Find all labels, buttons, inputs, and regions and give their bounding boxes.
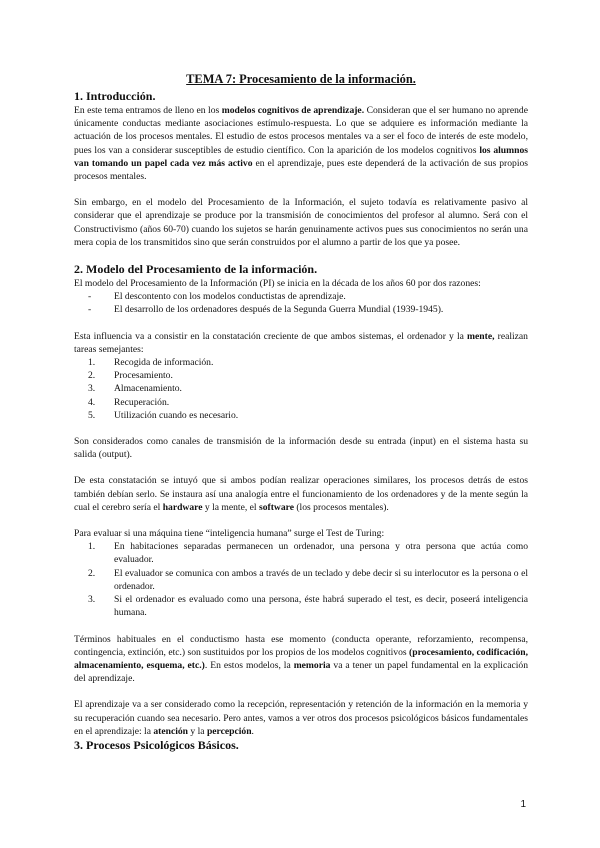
modelo-paragraph-4: De esta constatación se intuyó que si ambos podían realizar operaciones similares, los procesos detrás de estos también debían serlo. Se instaura así una analogía entre el funcionamiento de los ordenadores y de la mente según la cual el cerebro sería el hardware y la mente, el software (los procesos mentales). bbox=[74, 475, 528, 513]
list-item: 2. El evaluador se comunica con ambos a través de un teclado y debe decir si su interlocutor es la persona o el ordenador. bbox=[88, 567, 528, 592]
list-item: 3. Almacenamiento. bbox=[88, 383, 182, 395]
list-item: 1. En habitaciones separadas permanecen un ordenador, una persona y otra persona que actúa como evaluador. bbox=[88, 541, 528, 566]
modelo-paragraph-2: Esta influencia va a consistir en la constatación creciente de que ambos sistemas, el ordenador y la mente, realizan tareas semejantes: bbox=[74, 330, 528, 355]
list-item: 3. Si el ordenador es evaluado como una persona, éste habrá superado el test, es decir, poseerá inteligencia humana. bbox=[88, 594, 528, 619]
tasks-list bbox=[74, 356, 528, 422]
list-item: - El desarrollo de los ordenadores después de la Segunda Guerra Mundial (1939-1945). bbox=[88, 304, 444, 316]
modelo-paragraph-3: Son considerados como canales de transmisión de la información desde su entrada (input) en el sistema hasta su salida (output). bbox=[74, 436, 528, 461]
list-item: 1. Recogida de información. bbox=[88, 357, 214, 369]
modelo-paragraph-7: El aprendizaje va a ser considerado como la recepción, representación y retención de la información en la memoria y su recuperación cuando sea necesario. Pero antes, vamos a ver otros dos procesos psicológicos básicos fundamentales en el aprendizaje: la atención y la percepción. bbox=[74, 699, 528, 737]
list-item: 2. Procesamiento. bbox=[88, 370, 173, 382]
list-item: 5. Utilización cuando es necesario. bbox=[88, 409, 239, 421]
modelo-paragraph-5: Para evaluar si una máquina tiene “inteligencia humana” surge el Test de Turing: bbox=[74, 528, 385, 540]
document-page bbox=[74, 72, 528, 753]
intro-paragraph-1: En este tema entramos de lleno en los modelos cognitivos de aprendizaje. Consideran que el ser humano no aprende únicamente conductas mediante asociaciones estímulo-respuesta. Lo que se adquiere es información mediante la actuación de los procesos mentales. El estudio de estos procesos mentales va a ser el foco de interés de este modelo, pues los van a considerar susceptibles de estudio científico. Con la aparición de los modelos cognitivos los alumnos van tomando un papel cada vez más activo en el aprendizaje, pues este dependerá de la activación de sus propios procesos mentales. bbox=[74, 105, 529, 183]
modelo-paragraph-6: Términos habituales en el conductismo hasta ese momento (conducta operante, reforzamiento, recompensa, contingencia, extinción, etc.) son sustituidos por los propios de los modelos cognitivos (procesamiento, codificación, almacenamiento, esquema, etc.). En estos modelos, la memoria va a tener un papel fundamental en la explicación del aprendizaje. bbox=[74, 633, 528, 685]
modelo-paragraph-1: El modelo del Procesamiento de la Información (PI) se inicia en la década de los años 60 por dos razones: bbox=[74, 278, 481, 290]
section-heading-procesos: 3. Procesos Psicológicos Básicos. bbox=[74, 737, 239, 752]
intro-paragraph-2: Sin embargo, en el modelo del Procesamiento de la Información, el sujeto todavía es relativamente pasivo al considerar que el aprendizaje se produce por la transmisión de conocimientos del profesor al alumno. Será con el Constructivismo (años 60-70) cuando los sujetos se harán genuinamente activos pues sus conocimientos no serán una mera copia de los transmitidos sino que serán construidos por el alumno a partir de los que ya posee. bbox=[74, 197, 528, 248]
section-heading-modelo-pi: 2. Modelo del Procesamiento de la información. bbox=[74, 262, 318, 277]
page-number: 1 bbox=[520, 799, 526, 810]
reasons-list bbox=[74, 290, 528, 316]
turing-list bbox=[74, 540, 528, 619]
list-item: 4. Recuperación. bbox=[88, 396, 170, 408]
list-item: - El descontento con los modelos conductistas de aprendizaje. bbox=[88, 291, 346, 303]
document-title: TEMA 7: Procesamiento de la información. bbox=[186, 72, 416, 86]
section-heading-introduccion: 1. Introducción. bbox=[74, 89, 156, 103]
